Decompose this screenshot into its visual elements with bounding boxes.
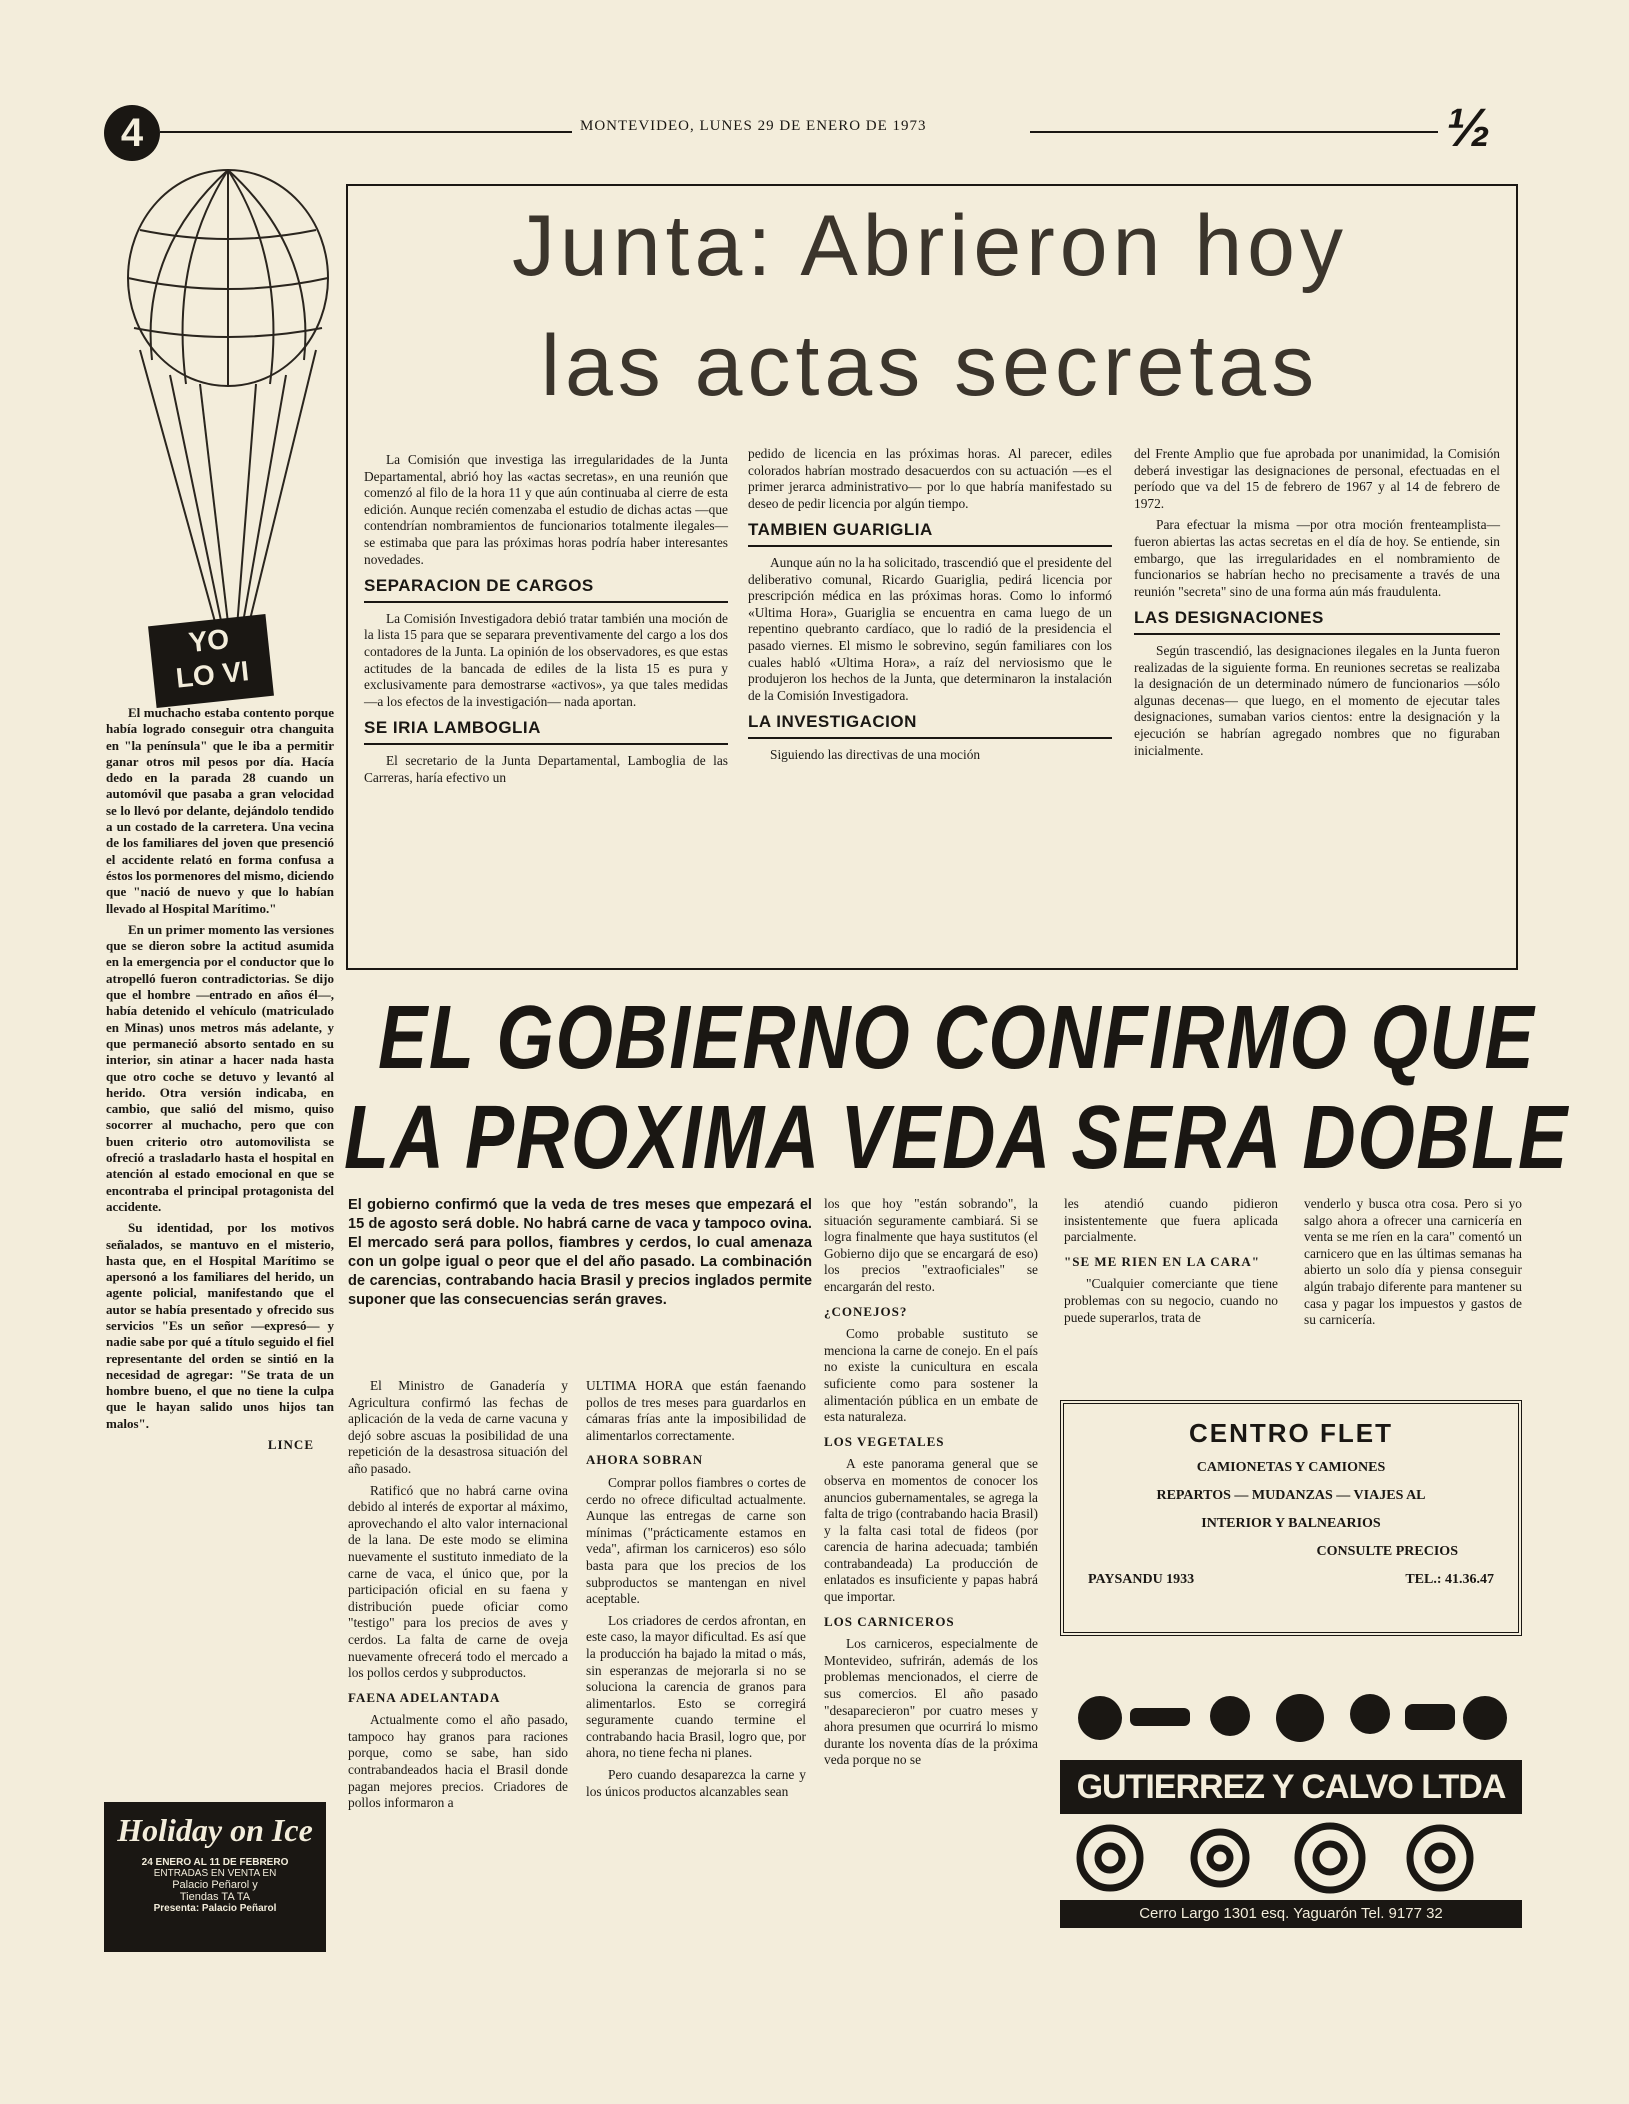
sidebar-paragraph: Su identidad, por los motivos señalados, se mantuvo en el misterio, hasta que, en el Hospital Marítimo se apersonó a los familiares del herido, un agente policial, manifestando que el autor se había presentado y ofrecido sus servicios "Es un señor —expresó— y nadie sabe por qué a título seguido el fiel representante del orden se sintió en la necesidad de agregar: "Se trata de un hombre bueno, el que no tiene la culpa que le hayan salido unos hijos tan malos". <box>106 1220 334 1431</box>
centro-flet-line2: REPARTOS — MUDANZAS — VIAJES AL <box>1156 1488 1426 1503</box>
sidebar-signature: LINCE <box>267 1437 314 1453</box>
story1-col1 <box>364 452 728 791</box>
story2-paragraph: los que hoy "están sobrando", la situación seguramente cambiará. Si se logra finalmente que haya sustitutos (el Gobierno dijo que se encargará de eso) los precios "extraoficiales" se encargarán del resto. <box>824 1196 1038 1294</box>
gutierrez-name: GUTIERREZ Y CALVO LTDA <box>1060 1760 1522 1814</box>
yo-lo-vi-line1: YO <box>187 623 231 659</box>
masthead-rule-left <box>160 131 572 133</box>
holiday-line4: Tiendas TA TA <box>179 1891 251 1903</box>
centro-flet-contact <box>1064 1566 1518 1594</box>
holiday-line3: Palacio Peñarol y <box>172 1879 258 1891</box>
bearings-icon <box>1060 1818 1522 1898</box>
story2-lead: El gobierno confirmó que la veda de tres meses que empezará el 15 de agosto será doble. No habrá carne de vaca y tampoco ovina. El mercado será para pollos, fiambres y cerdos, lo cual amenaza con un golpe igual o peor que el del año pasado. La combinación de carencias, contrabando hacia Brasil y precios inglados permite suponer que las consecuencias serán graves. <box>348 1197 812 1308</box>
story2-headline-line1: EL GOBIERNO CONFIRMO QUE <box>378 988 1536 1088</box>
story1-paragraph: La Comisión que investiga las irregularidades de la Junta Departamental, abrió hoy las «actas secretas», en una reunión que comenzó al filo de la hora 11 y que aún continuaba al cierre de esta edición. Aunque recién comenzaba el estudio de dichas actas —que contendrían nombramientos de funcionarios totalmente ilegales— se estimaba que para las próximas horas podría haber interesantes novedades. <box>364 452 728 567</box>
story2-paragraph: Comprar pollos fiambres o cortes de cerdo no ofrece dificultad actualmente. Aunque las entregas de carne son mínimas ("prácticamente estamos en veda", afirman los carniceros) eso sólo basta para que los precios de los subproductos se mantengan en nivel aceptable. <box>586 1474 806 1607</box>
sidebar-story <box>106 705 334 1453</box>
centro-flet-line3: INTERIOR Y BALNEARIOS <box>1201 1516 1381 1531</box>
story1-col2 <box>748 446 1112 769</box>
story2-paragraph: venderlo y busca otra cosa. Pero si yo salgo ahora a ofrecer una carnicería en venta se me ríen en la cara" comentó un carnicero que en las últimas semanas ha abierto un solo día y piensa conseguir algún trabajo diferente para mantener su casa y pagar los impuestos y gastos de su carnicería. <box>1304 1196 1522 1328</box>
story1-subhead: TAMBIEN GUARIGLIA <box>748 522 1112 547</box>
holiday-line5: Presenta: Palacio Peñarol <box>153 1903 277 1914</box>
centro-flet-line4: CONSULTE PRECIOS <box>1316 1544 1458 1559</box>
story2-subhead: AHORA SOBRAN <box>586 1452 704 1468</box>
story1-subhead: LAS DESIGNACIONES <box>1134 610 1500 635</box>
sidebar-paragraph: En un primer momento las versiones que se dieron sobre la actitud asumida en la emergencia por el conductor que lo atropelló fueron contradictorias. Se dijo que el hombre —entrado en años él—, había detenido el vehículo (matriculado en Minas) unos metros más adelante, y que permaneció absorto sentado en su interior, sin atinar a hacer nada hasta que otro coche se detuvo y levantó al herido. Otra versión indicaba, en cambio, que salió del mismo, quiso socorrer al muchacho, pero que con buen criterio otro automovilista se ofreció a trasladarlo hasta el hospital en atención al estado emocional en que se encontraba el principal protagonista del accidente. <box>106 921 334 1214</box>
story1-headline-line2: las actas secretas <box>540 318 1320 414</box>
story1-subhead: SE IRIA LAMBOGLIA <box>364 720 728 745</box>
story2-paragraph: Como probable sustituto se menciona la carne de conejo. En el país no existe la cunicultura en escala suficiente como para sostener la alimentación pública en un embate de esta naturaleza. <box>824 1326 1038 1425</box>
story1-subhead: LA INVESTIGACION <box>748 714 1112 739</box>
auto-parts-icon <box>1060 1668 1522 1758</box>
ad-holiday-on-ice <box>104 1802 326 1952</box>
story2-paragraph: El Ministro de Ganadería y Agricultura confirmó las fechas de aplicación de la veda de carne vacuna y dejó sobre ascuas la posibilidad de una repetición de la desastrosa situación del año pasado. <box>348 1378 568 1476</box>
story1-paragraph: del Frente Amplio que fue aprobada por unanimidad, la Comisión deberá investigar las designaciones de personal, efectuadas en el período que va del 15 de febrero de 1967 y al 14 de febrero de 1972. <box>1134 446 1500 511</box>
ad-centro-flet <box>1060 1400 1522 1636</box>
gutierrez-address: Cerro Largo 1301 esq. Yaguarón Tel. 9177 32 <box>1060 1900 1522 1928</box>
story1-paragraph: El secretario de la Junta Departamental, Lamboglia de las Carreras, haría efectivo un <box>364 752 728 785</box>
story2-paragraph: "Cualquier comerciante que tiene problemas con su negocio, cuando no puede superarlos, trata de <box>1064 1276 1278 1325</box>
masthead-logo: ½ <box>1446 98 1492 158</box>
holiday-dates: 24 ENERO AL 11 DE FEBRERO <box>141 1857 289 1868</box>
story1-paragraph: La Comisión Investigadora debió tratar también una moción de la lista 15 para que se separara preventivamente del cargo a los dos contadores de la Junta. La opinión de los observadores, es que estas actitudes de la bancada de ediles de la lista 15 es pura y exclusivamente para demostrarse «activos», ya que tales medidas —a los efectos de la investigación— nada aportan. <box>364 610 728 709</box>
story2-paragraph: Los criadores de cerdos afrontan, en este caso, la mayor dificultad. Es así que la producción ha bajado la mitad o más, sin esperanzas de mejorarla si no se soluciona la carencia de granos para alimentarlos. Esto se corregirá seguramente cuando termine el contrabando hacia Brasil, logro que, por ahora, no tiene fecha ni planes. <box>586 1612 806 1761</box>
story1-headline-line1: Junta: Abrieron hoy <box>511 198 1349 294</box>
story1-paragraph: pedido de licencia en las próximas horas. Al parecer, ediles colorados habrían mostrado desacuerdos con su actuación —es el primer jerarca administrativo— por lo que habría manifestado su deseo de pedir licencia por algún tiempo. <box>748 446 1112 511</box>
page-number: 4 <box>120 111 144 155</box>
story1-paragraph: Según trascendió, las designaciones ilegales en la Junta fueron realizadas de la siguiente forma. En reuniones secretas se realizaba la designación de un determinado número de funcionarios —sólo algunas decenas— que luego, en el momento de ejecutar tales designaciones, sumaban varios cientos: entre la designación y la ejecución se habrían agregado nombres que no figuraban inicialmente. <box>1134 642 1500 758</box>
sidebar-paragraph: El muchacho estaba contento porque había logrado conseguir otra changuita en "la península" que le iba a permitir ganar otros mil pesos por día. Hacía dedo en la parada 28 cuando un automóvil que pasaba a gran velocidad se lo llevó por delante, dejándolo tendido a un costado de la carretera. Una vecina de los familiares del joven que presenció el accidente relató en forma confusa a éstos los pormenores del mismo, diciendo que "nació de nuevo y que lo habían llevado al Hospital Marítimo." <box>106 705 334 916</box>
dateline: MONTEVIDEO, LUNES 29 DE ENERO DE 1973 <box>580 118 927 134</box>
story2-subhead: LOS VEGETALES <box>824 1433 945 1449</box>
story2-colC <box>824 1196 1038 1774</box>
balloon-illustration <box>100 160 345 690</box>
story2-subhead: LOS CARNICEROS <box>824 1613 955 1629</box>
story1-paragraph: Siguiendo las directivas de una moción <box>770 746 981 762</box>
story1-subhead: SEPARACION DE CARGOS <box>364 578 728 603</box>
story2-colA <box>348 1378 568 1817</box>
story1-col3 <box>1134 446 1500 764</box>
story2-subhead: "SE ME RIEN EN LA CARA" <box>1064 1253 1260 1269</box>
story1-paragraph: Para efectuar la misma —por otra moción frenteamplista— fueron abiertas las actas secretas en el día de hoy. Se entiende, sin embargo, que las irregularidades en el nombramiento de funcionarios se habrían hecho no precisamente a través de una reunión "secreta" sino de una forma aún más fraudulenta. <box>1134 517 1500 599</box>
holiday-line2: ENTRADAS EN VENTA EN <box>153 1868 277 1879</box>
story2-colE <box>1304 1196 1522 1334</box>
masthead-rule-right <box>1030 131 1438 133</box>
story2-paragraph: A este panorama general que se observa en momentos de conocer los anuncios gubernamentales, se agrega la falta de trigo (contrabando hacia Brasil) y la falta casi total de fideos (por carencia de harina adecuada; también contrabandeada) La producción de enlatados es insuficiente y papas habrá que importar. <box>824 1456 1038 1605</box>
yo-lo-vi-line2: LO VI <box>174 655 251 694</box>
centro-flet-name: CENTRO FLET <box>1189 1418 1393 1448</box>
story2-colB <box>586 1378 806 1805</box>
story2-paragraph: Ratificó que no habrá carne ovina debido al interés de exportar al máximo, aprovechando el alto valor internacional de la lana. De este modo se elimina nuevamente el sustituto inmediato de la carne de vaca, el único que, por la participación oficial en su faena y distribución puede oficiar como "testigo" para los precios de aves y cerdos. La falta de carne de oveja nuevamente ofrecerá todo el mercado a los pollos cerdos y subproductos. <box>348 1482 568 1681</box>
story2-headline-line2: LA PROXIMA VEDA SERA DOBLE <box>344 1088 1569 1188</box>
story2-subhead: ¿CONEJOS? <box>824 1303 908 1319</box>
story2-paragraph: ULTIMA HORA que están faenando pollos de tres meses para guardarlos en cámaras frías ante la imposibilidad de alimentarlos correctamente. <box>586 1378 806 1443</box>
ad-gutierrez-calvo <box>1060 1668 1522 1928</box>
yo-lo-vi-badge <box>148 614 274 708</box>
centro-flet-phone: TEL.: 41.36.47 <box>1405 1572 1494 1587</box>
page-number-badge <box>104 105 160 161</box>
story2-paragraph: Los carniceros, especialmente de Montevideo, sufrirán, además de los problemas mencionados, el cierre de sus comercios. El año pasado "desaparecieron" por cuatro meses y ahora presumen que ocurrirá lo mismo durante los noventa días de la próxima veda porque no se <box>824 1636 1038 1768</box>
centro-flet-line1: CAMIONETAS Y CAMIONES <box>1196 1460 1386 1475</box>
story2-paragraph: les atendió cuando pidieron insistentemente que fuera aplicada parcialmente. <box>1064 1196 1278 1245</box>
holiday-title: Holiday on Ice <box>117 1812 313 1848</box>
story2-colD <box>1064 1196 1278 1331</box>
story2-paragraph: Pero cuando desaparezca la carne y los únicos productos alcanzables sean <box>586 1767 806 1799</box>
story2-subhead: FAENA ADELANTADA <box>348 1689 501 1705</box>
story2-paragraph: Actualmente como el año pasado, tampoco hay granos para raciones porque, como se sabe, han sido contrabandeados hacia el Brasil donde pagan mejores precios. Criadores de pollos informaron a <box>348 1712 568 1811</box>
centro-flet-address: PAYSANDU 1933 <box>1088 1572 1195 1587</box>
balloon-icon <box>100 160 345 690</box>
story1-paragraph: Aunque aún no la ha solicitado, trascendió que el presidente del deliberativo comunal, Ricardo Guariglia, pedirá licencia por prescripción médica en las próximas horas. Como lo informó «Ultima Hora», Guariglia se encuentra en cama luego de un repentino quebranto cardíaco, que lo radió de la presidencia el pasado viernes. El mismo le sobrevino, según familiares con los cuales habló «Ultima Hora», a raíz del nerviosismo que le produjeron los hechos de la Junta, que determinaron la instalación de la Comisión Investigadora. <box>748 554 1112 703</box>
